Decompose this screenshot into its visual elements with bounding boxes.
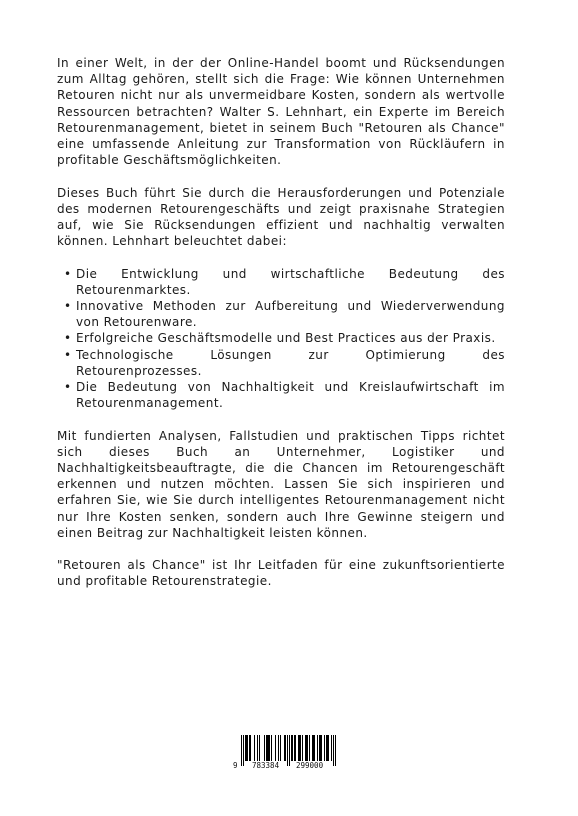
list-item-text: Die Entwicklung und wirtschaftliche Bedeutung des Retourenmarktes. <box>76 266 505 297</box>
barcode-bar <box>291 735 292 761</box>
barcode-bar <box>245 735 246 761</box>
barcode-digits <box>232 761 344 771</box>
bullet-icon: • <box>64 347 72 362</box>
list-item-text: Innovative Methoden zur Aufbereitung und Wiederverwendung von Retourenware. <box>76 299 505 330</box>
barcode-bar <box>331 735 332 761</box>
isbn-barcode <box>232 735 344 771</box>
barcode-bar <box>298 735 299 761</box>
barcode-bar <box>269 735 270 761</box>
barcode-bar <box>317 735 318 761</box>
barcode-bar <box>294 735 295 761</box>
barcode-bar <box>302 735 303 761</box>
barcode-bar <box>321 735 322 761</box>
barcode-bar <box>250 735 251 761</box>
barcode-digits-left: 783384 <box>252 761 280 770</box>
list-item-text: Technologische Lösungen zur Optimierung des Retourenprozesses. <box>76 347 505 378</box>
back-cover-text <box>57 55 505 590</box>
barcode-bar <box>320 735 321 761</box>
bullet-icon: • <box>64 331 72 346</box>
audience-paragraph: Mit fundierten Analysen, Fallstudien und praktischen Tipps richtet sich dieses Buch an Unternehmer, Logistiker und Nachhaltigkeitsbeauftragte, die die Chancen im Retourengeschäft erkennen und nutzen möchten. Lassen Sie sich inspirieren und erfahren Sie, wie Sie durch intelligentes Retourenmanagement nicht nur Ihre Kosten senken, sondern auch Ihre Gewinne steigern und einen Beitrag zur Nachhaltigkeit leisten können. <box>57 428 505 540</box>
bullet-icon: • <box>64 299 72 314</box>
barcode-bar <box>312 735 313 761</box>
barcode-bar <box>319 735 320 761</box>
barcode-bar <box>305 735 306 761</box>
barcode-bar <box>268 735 269 761</box>
barcode-bar <box>259 735 260 761</box>
list-item <box>57 347 505 379</box>
topic-list <box>57 266 505 412</box>
barcode-bar <box>300 735 301 761</box>
barcode-bar <box>271 735 272 761</box>
barcode-bar <box>324 735 325 761</box>
barcode-bar <box>257 735 258 761</box>
barcode-bar <box>314 735 315 761</box>
barcode-bar <box>307 735 308 761</box>
barcode-bar <box>326 735 327 761</box>
list-item <box>57 298 505 330</box>
list-item <box>57 266 505 298</box>
barcode-bar <box>285 735 286 761</box>
list-item <box>57 330 505 346</box>
intro-paragraph: In einer Welt, in der der Online-Handel boomt und Rücksendungen zum Alltag gehören, stellt sich die Frage: Wie können Unternehmen Retouren nicht nur als unvermeidbare Kosten, sondern als wertvolle Ressourcen betrachten? Walter S. Lehnhart, ein Experte im Bereich Retourenmanagement, bietet in seinem Buch "Retouren als Chance" eine umfassende Anleitung zur Transformation von Rückläufern in profitable Geschäftsmöglichkeiten. <box>57 56 505 168</box>
barcode-bar <box>278 735 279 761</box>
barcode-digit-first: 9 <box>233 761 238 770</box>
barcode-bar <box>264 735 265 761</box>
barcode-bar <box>299 735 300 761</box>
bullet-icon: • <box>64 380 72 395</box>
barcode-bar <box>280 735 281 761</box>
barcode-bar <box>249 735 250 761</box>
barcode-bar <box>309 735 310 761</box>
barcode-bar <box>327 735 328 761</box>
bullet-icon: • <box>64 266 72 281</box>
barcode-bar <box>266 735 267 761</box>
overview-paragraph: Dieses Buch führt Sie durch die Herausforderungen und Potenziale des modernen Retourengeschäfts und zeigt praxisnahe Strategien auf, wie Sie Rücksendungen effizient und nachhaltig verwalten können. Lehnhart beleuchtet dabei: <box>57 185 505 249</box>
barcode-bar <box>247 735 248 761</box>
list-item-text: Die Bedeutung von Nachhaltigkeit und Kreislaufwirtschaft im Retourenmanagement. <box>76 380 505 411</box>
barcode-bar <box>295 735 296 761</box>
barcode-bar <box>284 735 285 761</box>
barcode-bar <box>275 735 276 761</box>
barcode-bar <box>328 735 329 761</box>
barcode-bar <box>267 735 268 761</box>
closing-paragraph: "Retouren als Chance" ist Ihr Leitfaden für eine zukunftsorientierte und profitable Retourenstrategie. <box>57 558 505 589</box>
barcode-bar <box>246 735 247 761</box>
barcode-bar <box>306 735 307 761</box>
barcode-bar <box>292 735 293 761</box>
list-item <box>57 379 505 411</box>
barcode-bar <box>254 735 255 761</box>
barcode-bar <box>313 735 314 761</box>
barcode-digits-right: 299000 <box>296 761 324 770</box>
list-item-text: Erfolgreiche Geschäftsmodelle und Best Practices aus der Praxis. <box>76 331 496 346</box>
